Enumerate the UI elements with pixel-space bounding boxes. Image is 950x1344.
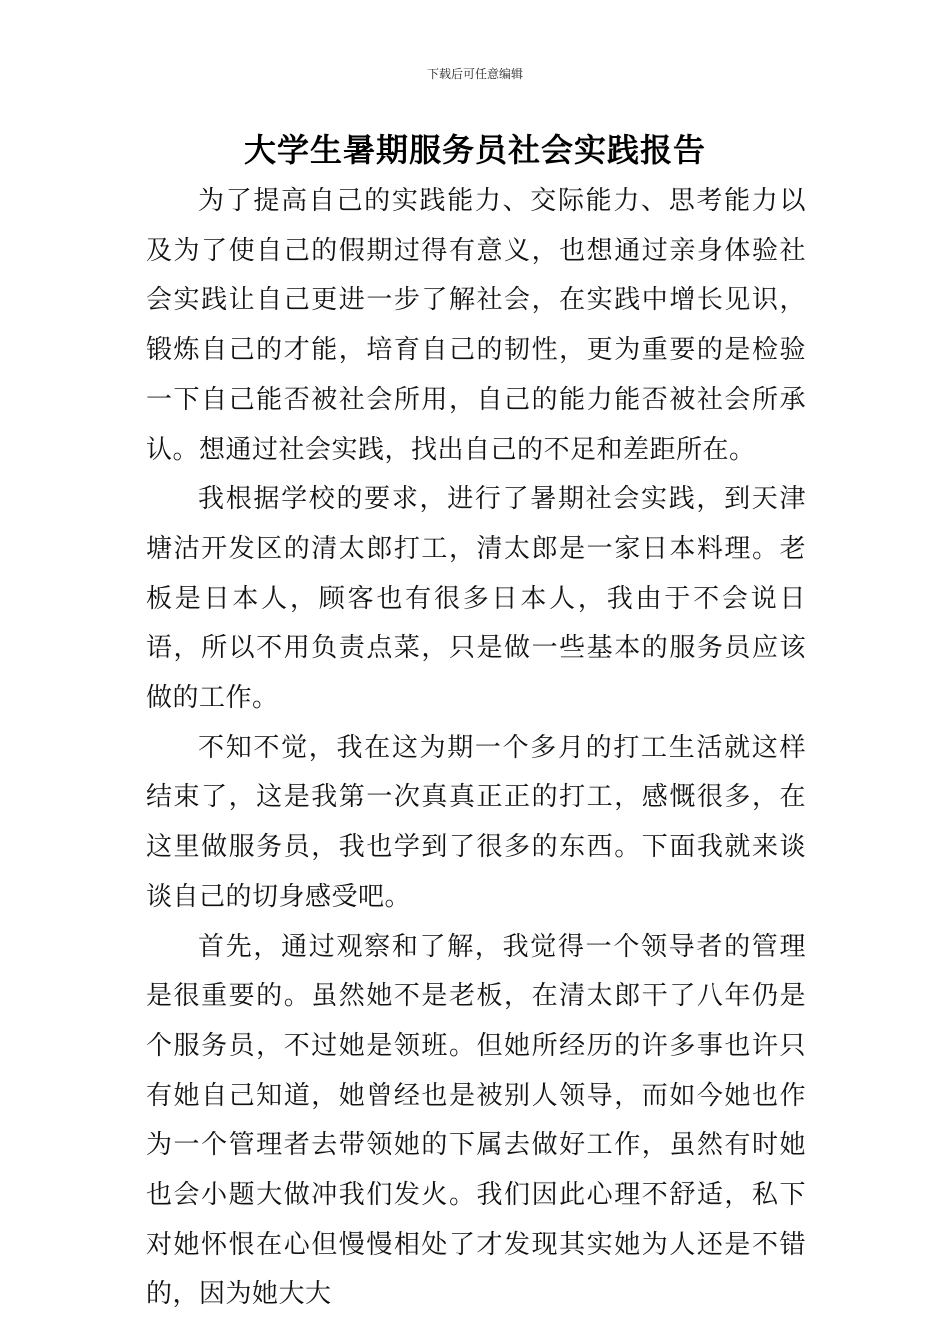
header-note: 下载后可任意编辑 xyxy=(426,67,523,81)
paragraph-1: 为了提高自己的实践能力、交际能力、思考能力以及为了使自己的假期过得有意义，也想通过亲身体验社会实践让自己更进一步了解社会，在实践中增长见识，锻炼自己的才能，培育自己的韧性，更为重要的是检验一下自己能否被社会所用，自己的能力能否被社会所承认。想通过社会实践，找出自己的不足和差距所在。 xyxy=(146,186,806,465)
paragraph-2: 我根据学校的要求，进行了暑期社会实践，到天津塘沽开发区的清太郎打工，清太郎是一家日本料理。老板是日本人，顾客也有很多日本人，我由于不会说日语，所以不用负责点菜，只是做一些基本的服务员应该做的工作。 xyxy=(146,484,806,714)
paragraph-3: 不知不觉，我在这为期一个多月的打工生活就这样结束了，这是我第一次真真正正的打工，感慨很多，在这里做服务员，我也学到了很多的东西。下面我就来谈谈自己的切身感受吧。 xyxy=(146,732,806,912)
paragraph-4: 首先，通过观察和了解，我觉得一个领导者的管理是很重要的。虽然她不是老板，在清太郎干了八年仍是个服务员，不过她是领班。但她所经历的许多事也许只有她自己知道，她曾经也是被别人领导，而如今她也作为一个管理者去带领她的下属去做好工作，虽然有时她也会小题大做冲我们发火。我们因此心理不舒适，私下对她怀恨在心但慢慢相处了才发现其实她为人还是不错的，因为她大大 xyxy=(146,931,806,1310)
document-body xyxy=(146,177,806,1320)
document-title: 大学生暑期服务员社会实践报告 xyxy=(243,131,706,169)
